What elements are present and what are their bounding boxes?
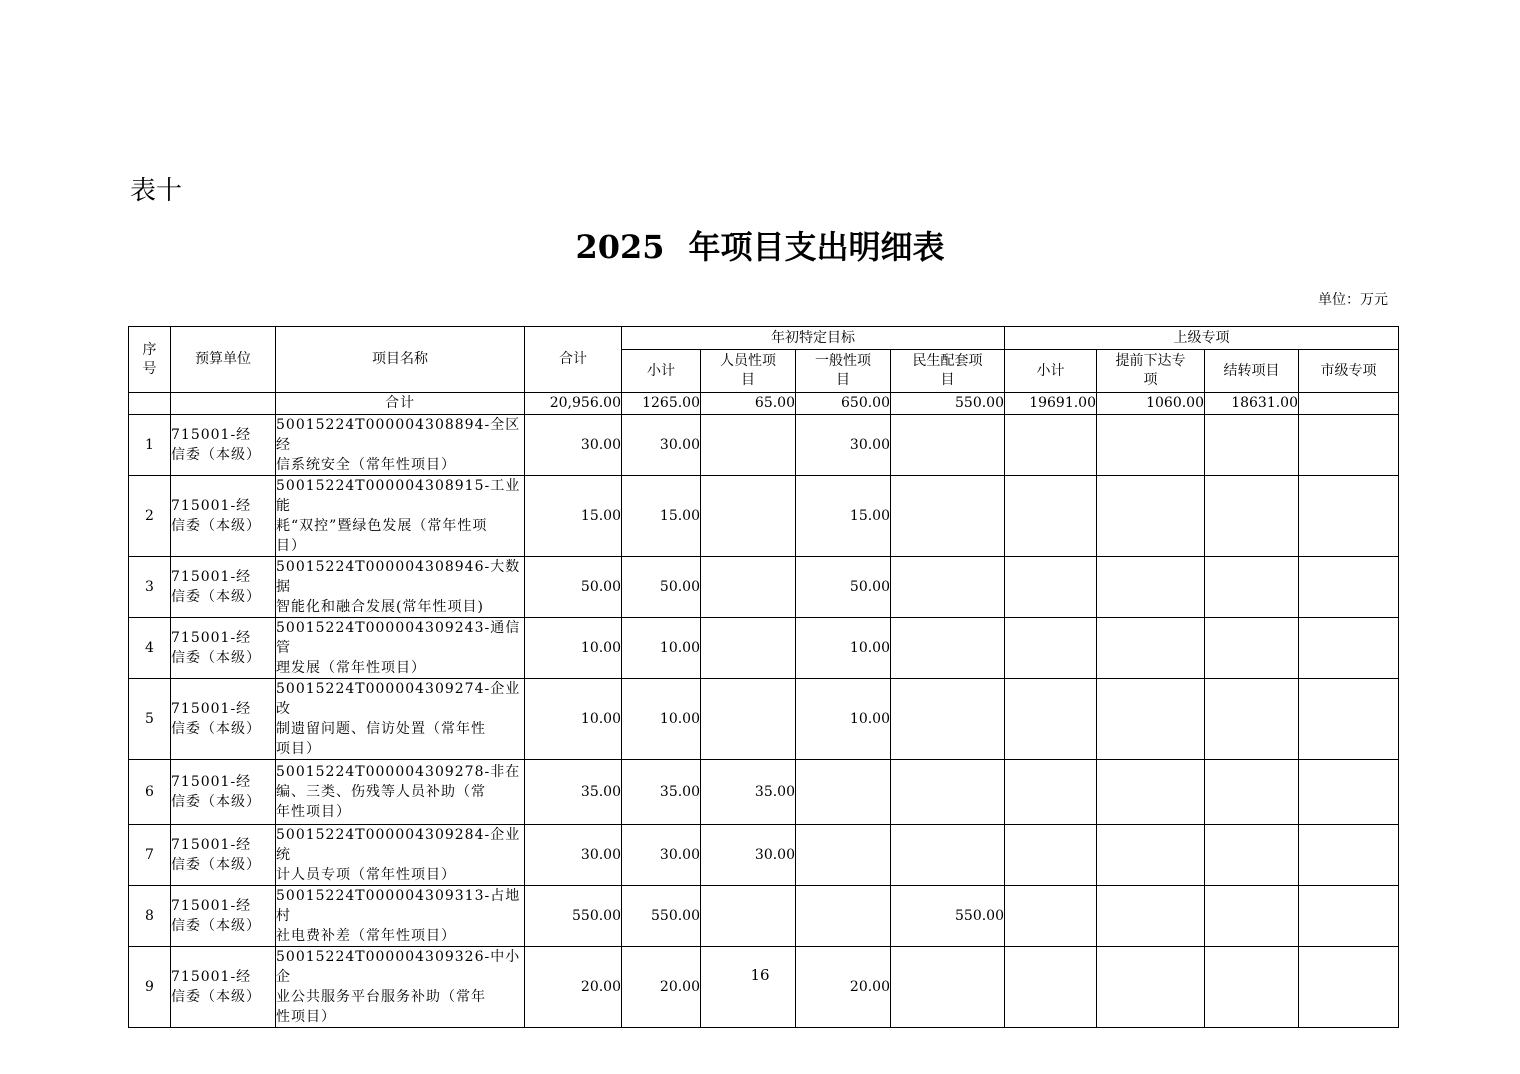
budget-unit-line: 信委（本级） bbox=[171, 857, 261, 873]
project-name-line: 50015224T000004308946-大数据 bbox=[276, 559, 521, 595]
row-carryover bbox=[1205, 947, 1299, 1028]
row-municipal bbox=[1299, 557, 1399, 618]
row-budget-unit bbox=[171, 618, 276, 679]
page-number: 16 bbox=[750, 966, 770, 984]
summary-row bbox=[129, 393, 1399, 415]
table-row bbox=[129, 415, 1399, 476]
row-livelihood bbox=[891, 618, 1005, 679]
header-advance bbox=[1097, 350, 1205, 393]
header-group-initial: 年初特定目标 bbox=[622, 327, 1005, 350]
row-municipal bbox=[1299, 947, 1399, 1028]
row-livelihood bbox=[891, 415, 1005, 476]
header-unit: 预算单位 bbox=[171, 327, 276, 393]
project-name-line: 信系统安全（常年性项目） bbox=[276, 457, 456, 473]
budget-unit-line: 715001-经 bbox=[171, 630, 252, 646]
budget-unit-line: 715001-经 bbox=[171, 969, 252, 985]
header-seq-text: 序号 bbox=[142, 341, 157, 377]
row-personnel: 35.00 bbox=[701, 760, 796, 825]
header-carryover: 结转项目 bbox=[1205, 350, 1299, 393]
budget-unit-line: 715001-经 bbox=[171, 701, 252, 717]
table-label: 表十 bbox=[130, 176, 183, 206]
row-general: 10.00 bbox=[796, 679, 891, 760]
row-upper-subtotal bbox=[1005, 476, 1097, 557]
summary-upper-subtotal: 19691.00 bbox=[1005, 393, 1097, 415]
project-name-line: 50015224T000004309284-企业统 bbox=[276, 827, 521, 863]
row-seq: 9 bbox=[129, 947, 171, 1028]
row-personnel bbox=[701, 476, 796, 557]
row-general: 10.00 bbox=[796, 618, 891, 679]
table-row bbox=[129, 679, 1399, 760]
row-budget-unit bbox=[171, 415, 276, 476]
row-carryover bbox=[1205, 886, 1299, 947]
project-name-line: 项目） bbox=[276, 741, 321, 757]
header-advance-text: 提前下达专项 bbox=[1115, 353, 1186, 388]
row-personnel: 30.00 bbox=[701, 825, 796, 886]
row-personnel bbox=[701, 679, 796, 760]
summary-municipal bbox=[1299, 393, 1399, 415]
row-total: 10.00 bbox=[525, 679, 622, 760]
row-advance bbox=[1097, 947, 1205, 1028]
header-personnel-text: 人员性项目 bbox=[720, 353, 776, 388]
budget-unit-line: 715001-经 bbox=[171, 837, 252, 853]
table-row bbox=[129, 476, 1399, 557]
row-upper-subtotal bbox=[1005, 825, 1097, 886]
row-seq: 8 bbox=[129, 886, 171, 947]
table-row bbox=[129, 947, 1399, 1028]
row-personnel bbox=[701, 947, 796, 1028]
row-total: 30.00 bbox=[525, 415, 622, 476]
title-text: 年项目支出明细表 bbox=[688, 228, 945, 266]
budget-unit-line: 信委（本级） bbox=[171, 650, 261, 666]
header-name: 项目名称 bbox=[276, 327, 525, 393]
row-general bbox=[796, 825, 891, 886]
project-name-line: 编、三类、伤残等人员补助（常 bbox=[276, 784, 486, 800]
summary-livelihood: 550.00 bbox=[891, 393, 1005, 415]
row-project-name bbox=[276, 618, 525, 679]
row-livelihood bbox=[891, 825, 1005, 886]
project-name-line: 计人员专项（常年性项目） bbox=[276, 867, 456, 883]
row-upper-subtotal bbox=[1005, 947, 1097, 1028]
row-livelihood bbox=[891, 947, 1005, 1028]
project-name-line: 50015224T000004309326-中小企 bbox=[276, 949, 521, 985]
row-livelihood bbox=[891, 679, 1005, 760]
row-project-name bbox=[276, 557, 525, 618]
row-advance bbox=[1097, 415, 1205, 476]
row-advance bbox=[1097, 476, 1205, 557]
row-upper-subtotal bbox=[1005, 679, 1097, 760]
row-upper-subtotal bbox=[1005, 557, 1097, 618]
header-upper-subtotal: 小计 bbox=[1005, 350, 1097, 393]
row-total: 10.00 bbox=[525, 618, 622, 679]
budget-unit-line: 信委（本级） bbox=[171, 518, 261, 534]
row-project-name bbox=[276, 760, 525, 825]
row-initial-subtotal: 30.00 bbox=[622, 825, 701, 886]
row-general bbox=[796, 760, 891, 825]
row-advance bbox=[1097, 760, 1205, 825]
row-budget-unit bbox=[171, 557, 276, 618]
row-total: 30.00 bbox=[525, 825, 622, 886]
project-name-line: 社电费补差（常年性项目） bbox=[276, 928, 456, 944]
project-name-line: 50015224T000004308894-全区经 bbox=[276, 417, 521, 453]
row-municipal bbox=[1299, 679, 1399, 760]
header-general bbox=[796, 350, 891, 393]
row-budget-unit bbox=[171, 825, 276, 886]
row-total: 15.00 bbox=[525, 476, 622, 557]
row-budget-unit bbox=[171, 760, 276, 825]
row-seq: 4 bbox=[129, 618, 171, 679]
row-carryover bbox=[1205, 618, 1299, 679]
summary-unit bbox=[171, 393, 276, 415]
project-name-line: 年性项目） bbox=[276, 804, 351, 820]
budget-unit-line: 信委（本级） bbox=[171, 918, 261, 934]
budget-unit-line: 715001-经 bbox=[171, 774, 252, 790]
summary-personnel: 65.00 bbox=[701, 393, 796, 415]
table-row bbox=[129, 760, 1399, 825]
row-general: 20.00 bbox=[796, 947, 891, 1028]
row-seq: 2 bbox=[129, 476, 171, 557]
project-name-line: 理发展（常年性项目） bbox=[276, 660, 426, 676]
budget-unit-line: 信委（本级） bbox=[171, 447, 261, 463]
budget-unit-line: 信委（本级） bbox=[171, 589, 261, 605]
budget-unit-line: 715001-经 bbox=[171, 427, 252, 443]
project-name-line: 性项目） bbox=[276, 1009, 336, 1025]
budget-unit-line: 715001-经 bbox=[171, 569, 252, 585]
row-total: 50.00 bbox=[525, 557, 622, 618]
row-project-name bbox=[276, 947, 525, 1028]
row-personnel bbox=[701, 557, 796, 618]
row-livelihood bbox=[891, 476, 1005, 557]
budget-unit-line: 715001-经 bbox=[171, 898, 252, 914]
row-municipal bbox=[1299, 886, 1399, 947]
row-project-name bbox=[276, 476, 525, 557]
project-name-line: 50015224T000004309313-占地村 bbox=[276, 888, 521, 924]
row-municipal bbox=[1299, 415, 1399, 476]
row-project-name bbox=[276, 825, 525, 886]
row-budget-unit bbox=[171, 947, 276, 1028]
row-carryover bbox=[1205, 415, 1299, 476]
header-seq bbox=[129, 327, 171, 393]
summary-carryover: 18631.00 bbox=[1205, 393, 1299, 415]
row-livelihood bbox=[891, 760, 1005, 825]
row-carryover bbox=[1205, 679, 1299, 760]
summary-initial-subtotal: 1265.00 bbox=[622, 393, 701, 415]
budget-unit-line: 信委（本级） bbox=[171, 721, 261, 737]
row-total: 550.00 bbox=[525, 886, 622, 947]
row-carryover bbox=[1205, 760, 1299, 825]
summary-total: 20,956.00 bbox=[525, 393, 622, 415]
row-advance bbox=[1097, 886, 1205, 947]
table-row bbox=[129, 825, 1399, 886]
row-initial-subtotal: 30.00 bbox=[622, 415, 701, 476]
row-initial-subtotal: 10.00 bbox=[622, 679, 701, 760]
row-project-name bbox=[276, 679, 525, 760]
project-name-line: 业公共服务平台服务补助（常年 bbox=[276, 989, 486, 1005]
summary-general: 650.00 bbox=[796, 393, 891, 415]
header-livelihood-text: 民生配套项目 bbox=[912, 353, 983, 388]
row-initial-subtotal: 50.00 bbox=[622, 557, 701, 618]
row-municipal bbox=[1299, 760, 1399, 825]
table-row bbox=[129, 886, 1399, 947]
row-personnel bbox=[701, 618, 796, 679]
row-initial-subtotal: 10.00 bbox=[622, 618, 701, 679]
row-livelihood bbox=[891, 557, 1005, 618]
row-livelihood: 550.00 bbox=[891, 886, 1005, 947]
project-name-line: 50015224T000004309243-通信管 bbox=[276, 620, 521, 656]
row-advance bbox=[1097, 679, 1205, 760]
summary-advance: 1060.00 bbox=[1097, 393, 1205, 415]
project-name-line: 制遗留问题、信访处置（常年性 bbox=[276, 721, 486, 737]
row-initial-subtotal: 20.00 bbox=[622, 947, 701, 1028]
budget-unit-line: 715001-经 bbox=[171, 498, 252, 514]
project-name-line: 50015224T000004309274-企业改 bbox=[276, 681, 521, 717]
summary-label: 合计 bbox=[276, 393, 525, 415]
row-seq: 7 bbox=[129, 825, 171, 886]
row-general: 30.00 bbox=[796, 415, 891, 476]
row-carryover bbox=[1205, 476, 1299, 557]
row-municipal bbox=[1299, 825, 1399, 886]
header-livelihood bbox=[891, 350, 1005, 393]
row-project-name bbox=[276, 415, 525, 476]
budget-unit-line: 信委（本级） bbox=[171, 989, 261, 1005]
row-seq: 5 bbox=[129, 679, 171, 760]
header-group-upper: 上级专项 bbox=[1005, 327, 1399, 350]
row-initial-subtotal: 550.00 bbox=[622, 886, 701, 947]
unit-label: 单位：万元 bbox=[1318, 292, 1388, 308]
row-general bbox=[796, 886, 891, 947]
row-seq: 1 bbox=[129, 415, 171, 476]
row-upper-subtotal bbox=[1005, 415, 1097, 476]
summary-seq bbox=[129, 393, 171, 415]
row-seq: 3 bbox=[129, 557, 171, 618]
row-project-name bbox=[276, 886, 525, 947]
row-upper-subtotal bbox=[1005, 618, 1097, 679]
row-general: 50.00 bbox=[796, 557, 891, 618]
row-advance bbox=[1097, 557, 1205, 618]
row-initial-subtotal: 15.00 bbox=[622, 476, 701, 557]
header-personnel bbox=[701, 350, 796, 393]
row-advance bbox=[1097, 825, 1205, 886]
title-year: 2025 bbox=[575, 228, 665, 266]
row-budget-unit bbox=[171, 476, 276, 557]
row-budget-unit bbox=[171, 679, 276, 760]
row-upper-subtotal bbox=[1005, 886, 1097, 947]
project-expenditure-table bbox=[128, 326, 1399, 1028]
table-row bbox=[129, 557, 1399, 618]
row-advance bbox=[1097, 618, 1205, 679]
header-total: 合计 bbox=[525, 327, 622, 393]
row-seq: 6 bbox=[129, 760, 171, 825]
row-personnel bbox=[701, 886, 796, 947]
project-name-line: 智能化和融合发展(常年性项目) bbox=[276, 599, 484, 615]
header-general-text: 一般性项目 bbox=[815, 353, 871, 388]
row-budget-unit bbox=[171, 886, 276, 947]
header-initial-subtotal: 小计 bbox=[622, 350, 701, 393]
row-carryover bbox=[1205, 557, 1299, 618]
page-title bbox=[0, 222, 1520, 268]
row-initial-subtotal: 35.00 bbox=[622, 760, 701, 825]
row-municipal bbox=[1299, 476, 1399, 557]
project-name-line: 目） bbox=[276, 538, 306, 554]
row-total: 20.00 bbox=[525, 947, 622, 1028]
budget-unit-line: 信委（本级） bbox=[171, 794, 261, 810]
project-name-line: 耗“双控”暨绿色发展（常年性项 bbox=[276, 518, 488, 534]
row-total: 35.00 bbox=[525, 760, 622, 825]
project-name-line: 50015224T000004308915-工业能 bbox=[276, 478, 521, 514]
project-name-line: 50015224T000004309278-非在 bbox=[276, 764, 521, 780]
row-personnel bbox=[701, 415, 796, 476]
row-general: 15.00 bbox=[796, 476, 891, 557]
row-municipal bbox=[1299, 618, 1399, 679]
row-carryover bbox=[1205, 825, 1299, 886]
header-municipal: 市级专项 bbox=[1299, 350, 1399, 393]
table-row bbox=[129, 618, 1399, 679]
row-upper-subtotal bbox=[1005, 760, 1097, 825]
